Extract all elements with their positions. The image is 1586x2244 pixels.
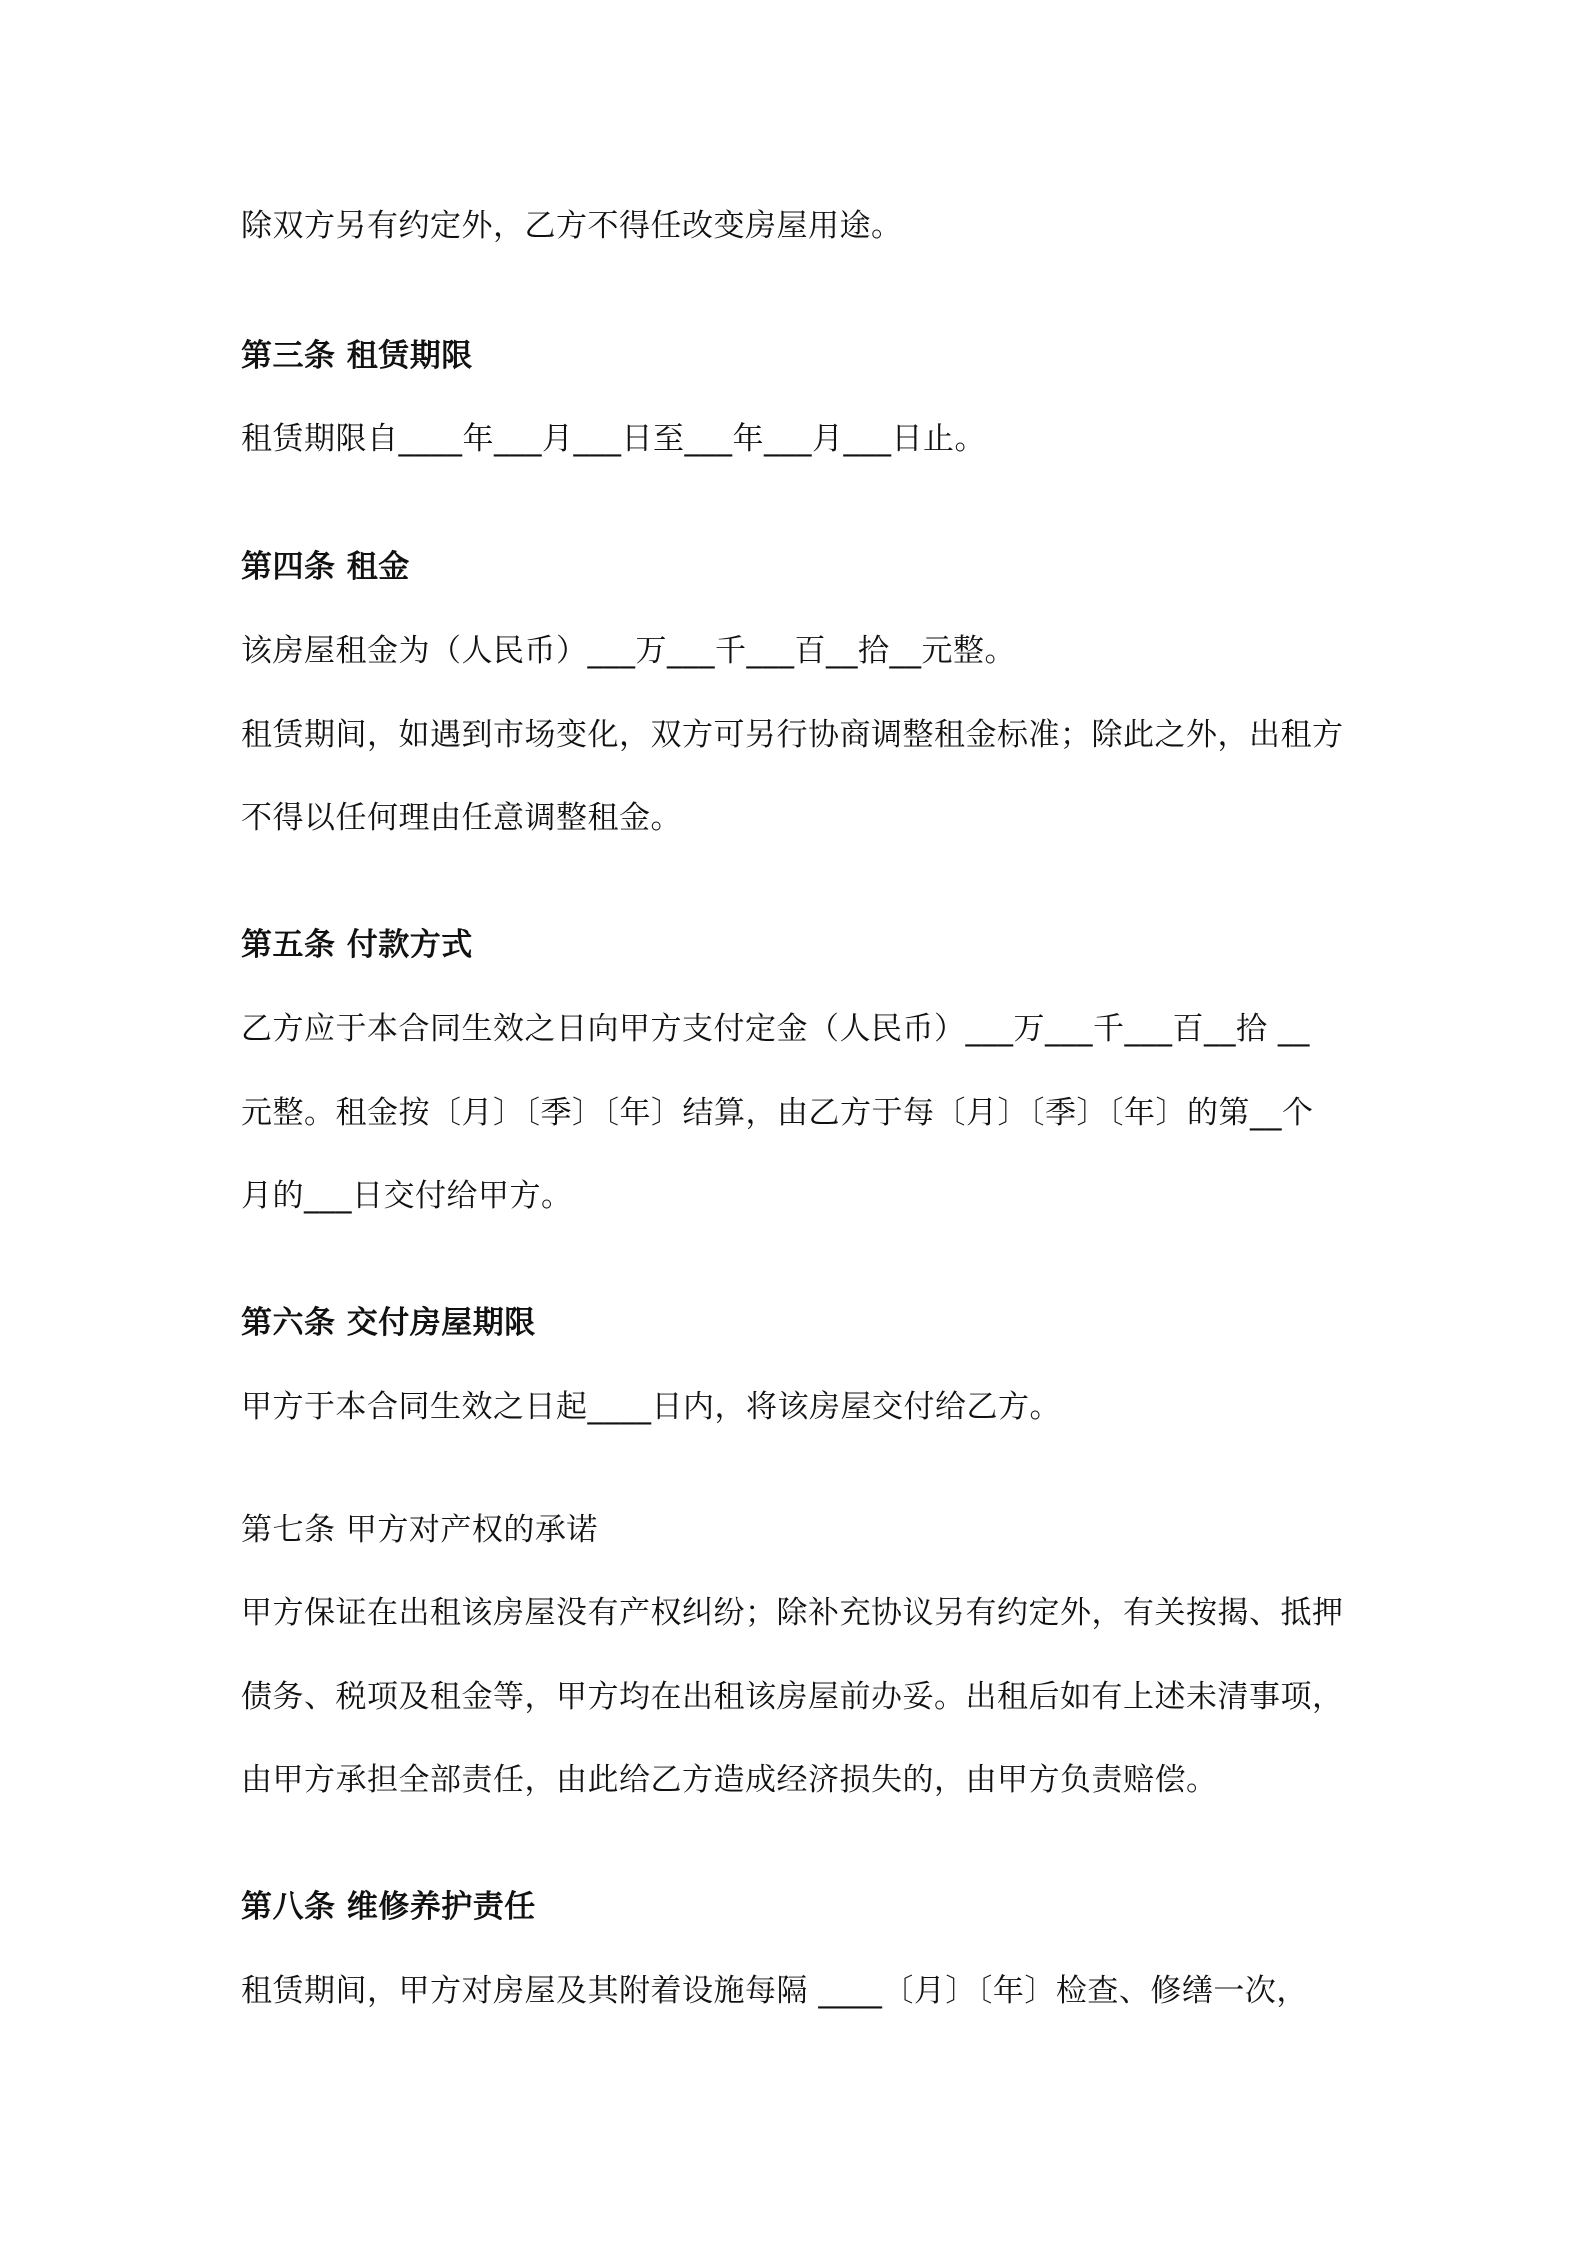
article-4-heading: 第四条 租金 <box>241 549 410 585</box>
body-line-title-3: 由甲方承担全部责任，由此给乙方造成经济损失的，由甲方负责赔偿。 <box>241 1762 1218 1798</box>
body-line-maintenance: 租赁期间，甲方对房屋及其附着设施每隔 ____〔月〕〔年〕检查、修缮一次， <box>241 1973 1308 2009</box>
body-line-title-2: 债务、税项及租金等，甲方均在出租该房屋前办妥。出租后如有上述未清事项， <box>241 1679 1344 1715</box>
article-6-heading: 第六条 交付房屋期限 <box>241 1305 536 1341</box>
body-line-delivery: 甲方于本合同生效之日起____日内，将该房屋交付给乙方。 <box>241 1389 1061 1425</box>
body-line-use-restriction: 除双方另有约定外，乙方不得任改变房屋用途。 <box>241 208 903 244</box>
body-line-rent-adjust-1: 租赁期间，如遇到市场变化，双方可另行协商调整租金标准；除此之外，出租方 <box>241 717 1344 753</box>
body-line-payment-3: 月的___日交付给甲方。 <box>241 1178 573 1214</box>
body-line-rent-amount: 该房屋租金为（人民币）___万___千___百__拾__元整。 <box>241 633 1016 669</box>
article-7-heading: 第七条 甲方对产权的承诺 <box>241 1512 598 1548</box>
article-5-heading: 第五条 付款方式 <box>241 927 473 963</box>
article-8-heading: 第八条 维修养护责任 <box>241 1889 536 1925</box>
article-3-heading: 第三条 租赁期限 <box>241 338 473 374</box>
body-line-lease-term: 租赁期限自____年___月___日至___年___月___日止。 <box>241 421 986 457</box>
body-line-payment-2: 元整。租金按〔月〕〔季〕〔年〕结算，由乙方于每〔月〕〔季〕〔年〕的第__个 <box>241 1095 1314 1131</box>
body-line-rent-adjust-2: 不得以任何理由任意调整租金。 <box>241 800 682 836</box>
body-line-payment-1: 乙方应于本合同生效之日向甲方支付定金（人民币）___万___千___百__拾 __ <box>241 1011 1310 1047</box>
body-line-title-1: 甲方保证在出租该房屋没有产权纠纷；除补充协议另有约定外，有关按揭、抵押 <box>241 1595 1344 1631</box>
